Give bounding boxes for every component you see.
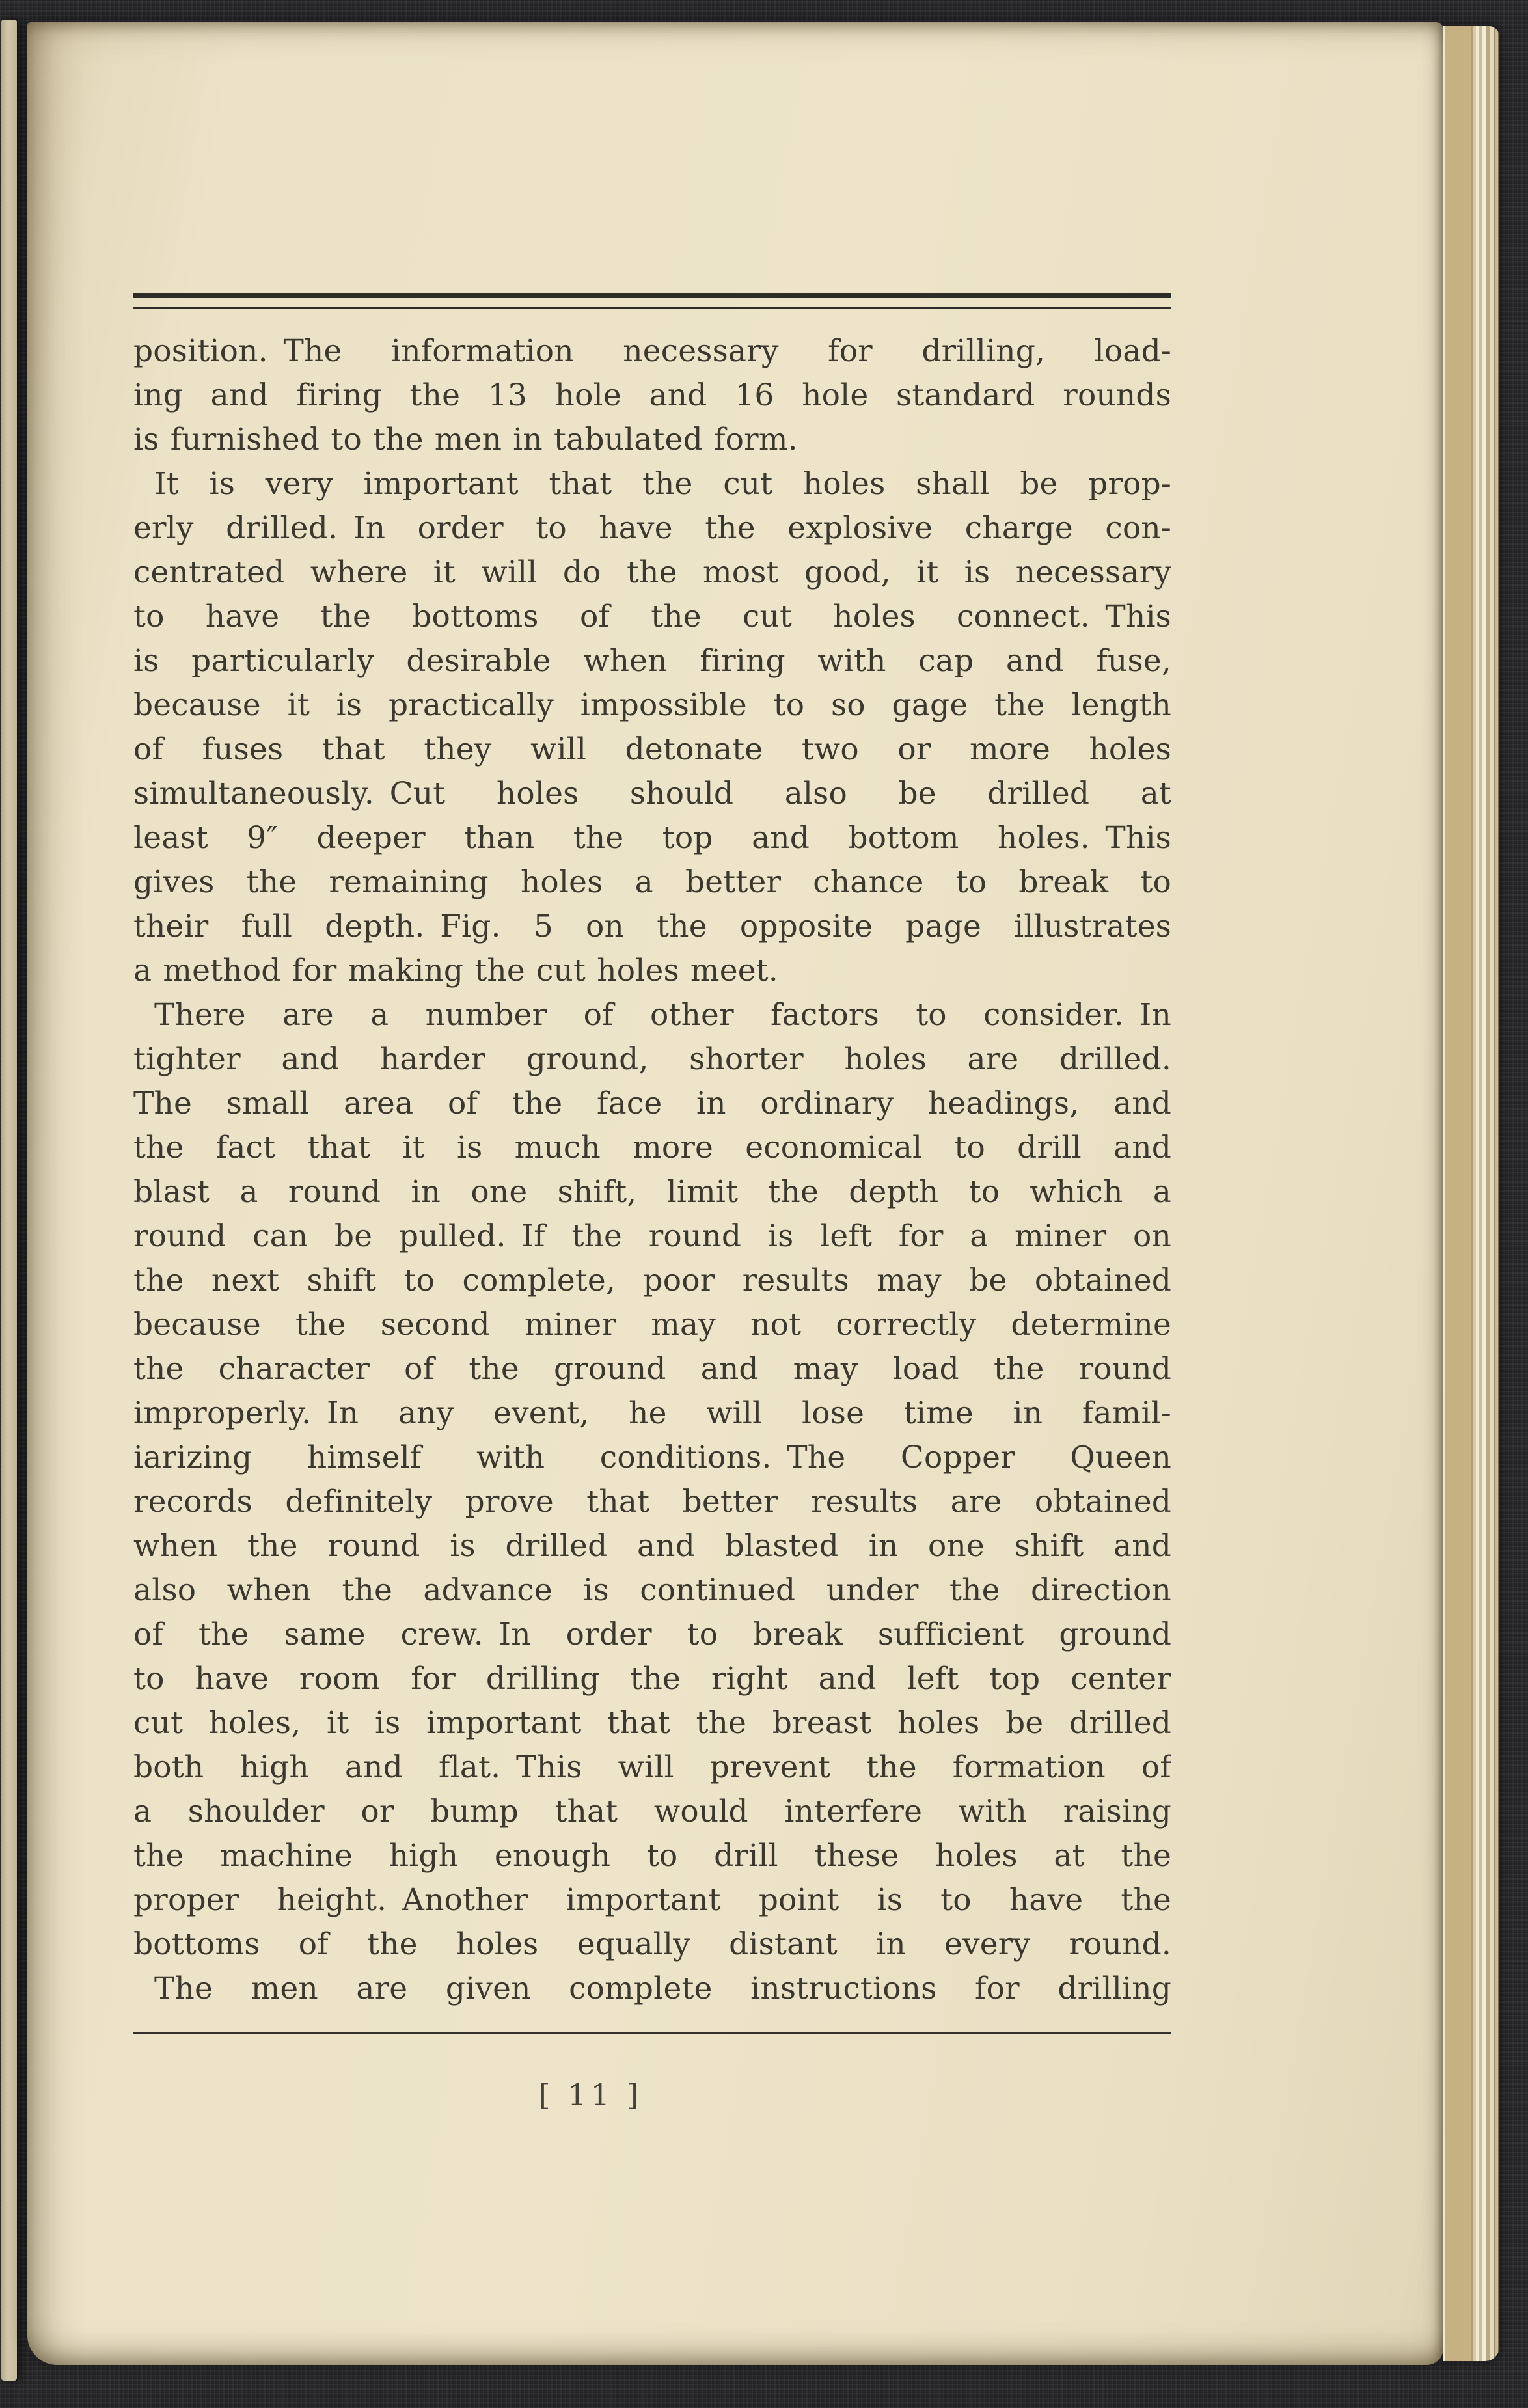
text-line: It is very important that the cut holes shall be prop- — [154, 466, 1171, 502]
text-line: to have room for drilling the right and left top center — [133, 1661, 1171, 1697]
text-line: the character of the ground and may load the round — [133, 1351, 1171, 1387]
text-line: cut holes, it is important that the breast holes be drilled — [133, 1705, 1171, 1741]
header-double-rule-thick — [133, 293, 1171, 298]
text-line: simultaneously. Cut holes should also be drilled at — [133, 776, 1171, 812]
text-line: There are a number of other factors to consider. In — [154, 997, 1171, 1033]
text-line: The men are given complete instructions for drilling — [154, 1971, 1171, 2006]
text-line: a method for making the cut holes meet. — [133, 953, 778, 989]
text-line: round can be pulled. If the round is left for a miner on — [133, 1218, 1171, 1254]
text-line: ing and firing the 13 hole and 16 hole standard rounds — [133, 377, 1171, 413]
text-line: the machine high enough to drill these holes at the — [133, 1838, 1171, 1874]
text-line: when the round is drilled and blasted in one shift and — [133, 1528, 1171, 1564]
text-line: proper height. Another important point is to have the — [133, 1882, 1171, 1918]
text-line: the next shift to complete, poor results may be obtained — [133, 1263, 1171, 1298]
text-line: is particularly desirable when firing with cap and fuse, — [133, 643, 1171, 679]
text-line: iarizing himself with conditions. The Copper Queen — [133, 1440, 1171, 1475]
text-line: The small area of the face in ordinary headings, and — [133, 1086, 1171, 1121]
text-line: also when the advance is continued under the direction — [133, 1572, 1171, 1608]
page-number: [ 11 ] — [538, 2077, 643, 2113]
text-line: their full depth. Fig. 5 on the opposite page illustrates — [133, 909, 1171, 944]
text-line: centrated where it will do the most good, it is necessary — [133, 554, 1171, 590]
text-line: least 9″ deeper than the top and bottom holes. This — [133, 820, 1171, 856]
text-line: a shoulder or bump that would interfere with raising — [133, 1794, 1171, 1829]
footer-rule — [133, 2032, 1171, 2034]
text-line: is furnished to the men in tabulated form. — [133, 422, 798, 458]
text-line: to have the bottoms of the cut holes connect. This — [133, 599, 1171, 635]
text-line: tighter and harder ground, shorter holes are drilled. — [133, 1041, 1171, 1077]
header-double-rule-thin — [133, 307, 1171, 309]
text-line: because the second miner may not correctly determine — [133, 1307, 1171, 1343]
text-line: of fuses that they will detonate two or more holes — [133, 732, 1171, 767]
text-line: both high and flat. This will prevent the formation of — [133, 1749, 1171, 1785]
text-line: of the same crew. In order to break sufficient ground — [133, 1617, 1171, 1652]
text-line: position. The information necessary for drilling, load- — [133, 333, 1171, 369]
facing-page-edge — [1, 20, 17, 2381]
text-line: the fact that it is much more economical to drill and — [133, 1130, 1171, 1166]
body-text — [133, 329, 1171, 2011]
text-line: blast a round in one shift, limit the depth to which a — [133, 1174, 1171, 1210]
page-edge-stack — [1443, 26, 1499, 2361]
text-line: bottoms of the holes equally distant in every round. — [133, 1926, 1171, 1962]
text-line: records definitely prove that better results are obtained — [133, 1484, 1171, 1520]
text-line: improperly. In any event, he will lose time in famil- — [133, 1395, 1171, 1431]
text-line: because it is practically impossible to so gage the length — [133, 687, 1171, 723]
text-line: erly drilled. In order to have the explosive charge con- — [133, 510, 1171, 546]
text-line: gives the remaining holes a better chance to break to — [133, 864, 1171, 900]
